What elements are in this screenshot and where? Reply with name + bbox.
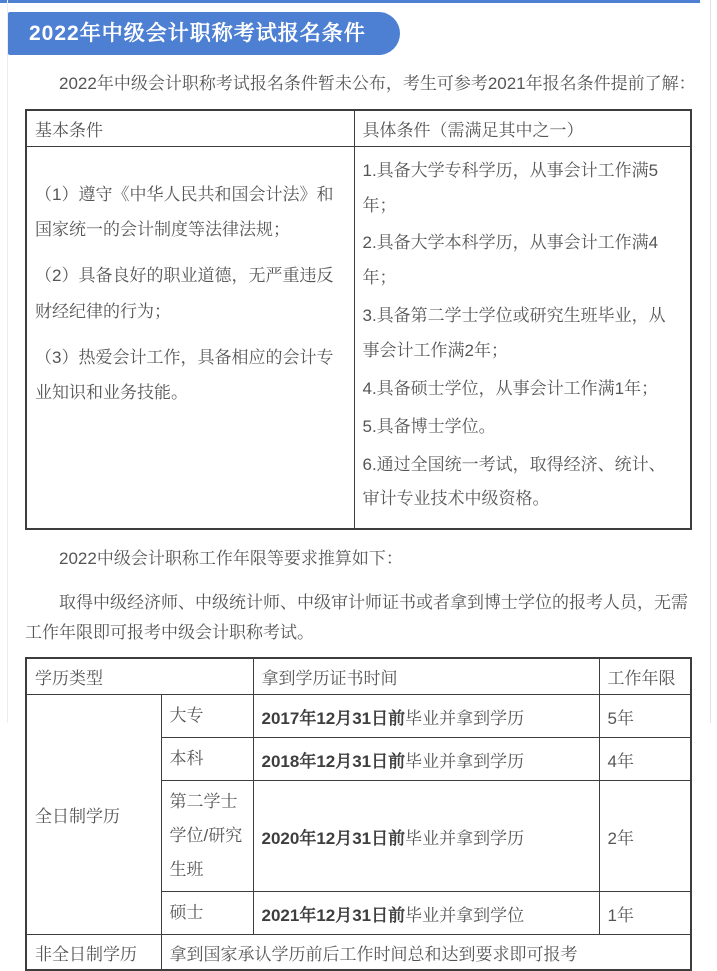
deadline-suffix: 毕业并拿到学历 xyxy=(405,828,525,848)
certificate-time-cell xyxy=(253,695,599,738)
work-years-cell: 4年 xyxy=(599,738,691,781)
certificate-time-cell xyxy=(253,781,599,892)
deadline-date: 2018年12月31日前 xyxy=(261,751,406,771)
deadline-date: 2017年12月31日前 xyxy=(261,708,406,728)
specific-condition-item: 1.具备大学专科学历，从事会计工作满5年； xyxy=(362,160,659,215)
deadline-date: 2021年12月31日前 xyxy=(261,905,406,925)
certificate-time-cell xyxy=(253,738,599,781)
page-title-banner: 2022年中级会计职称考试报名条件 xyxy=(8,12,400,55)
work-years-intro-paragraph: 2022中级会计职称工作年限等要求推算如下： xyxy=(59,549,403,569)
basic-condition-item: （1）遵守《中华人民共和国会计法》和国家统一的会计制度等法律法规； xyxy=(35,184,334,240)
work-years-cell: 5年 xyxy=(599,695,691,738)
deadline-suffix: 毕业并拿到学位 xyxy=(405,905,525,925)
education-subtype-cell: 大专 xyxy=(161,695,253,738)
table-row xyxy=(26,935,691,970)
specific-conditions-cell xyxy=(354,146,691,529)
education-subtype-cell: 本科 xyxy=(161,738,253,781)
conditions-table-header-row xyxy=(26,110,691,147)
table-row xyxy=(26,695,691,738)
parttime-education-cell: 非全日制学历 xyxy=(26,935,161,970)
specific-condition-item: 3.具备第二学士学位或研究生班毕业，从事会计工作满2年； xyxy=(362,306,666,360)
basic-conditions-cell xyxy=(26,146,354,529)
education-table-header-row xyxy=(26,658,691,695)
header-education-type: 学历类型 xyxy=(26,658,253,695)
deadline-date: 2020年12月31日前 xyxy=(261,828,406,848)
specific-condition-item: 2.具备大学本科学历，从事会计工作满4年； xyxy=(362,233,659,288)
specific-condition-item: 5.具备博士学位。 xyxy=(362,416,496,436)
parttime-requirement-cell: 拿到国家承认学历前后工作时间总和达到要求即可报考 xyxy=(161,935,691,970)
article-page xyxy=(7,0,711,964)
conditions-table-body-row xyxy=(26,146,691,529)
header-basic-conditions: 基本条件 xyxy=(26,110,354,147)
fulltime-education-cell: 全日制学历 xyxy=(26,695,161,935)
conditions-table xyxy=(25,109,692,530)
exemption-paragraph: 取得中级经济师、中级统计师、中级审计师证书或者拿到博士学位的报考人员，无需工作年限即可报考中级会计职称考试。 xyxy=(25,592,688,642)
education-subtype-cell: 硕士 xyxy=(161,892,253,935)
deadline-suffix: 毕业并拿到学历 xyxy=(405,708,525,728)
header-specific-conditions: 具体条件（需满足其中之一） xyxy=(354,110,691,147)
basic-condition-item: （3）热爱会计工作，具备相应的会计专业知识和业务技能。 xyxy=(35,347,334,403)
work-years-cell: 1年 xyxy=(599,892,691,935)
work-years-cell: 2年 xyxy=(599,781,691,892)
header-certificate-time: 拿到学历证书时间 xyxy=(253,658,599,695)
header-work-years: 工作年限 xyxy=(599,658,691,695)
deadline-suffix: 毕业并拿到学历 xyxy=(405,751,525,771)
specific-condition-item: 4.具备硕士学位，从事会计工作满1年； xyxy=(362,378,659,398)
education-subtype-cell: 第二学士学位/研究生班 xyxy=(161,781,253,892)
intro-paragraph: 2022年中级会计职称考试报名条件暂未公布，考生可参考2021年报名条件提前了解： xyxy=(59,74,696,93)
education-years-table xyxy=(25,657,692,971)
certificate-time-cell xyxy=(253,892,599,935)
article-content xyxy=(8,69,710,971)
basic-condition-item: （2）具备良好的职业道德，无严重违反财经纪律的行为； xyxy=(35,266,334,321)
specific-condition-item: 6.通过全国统一考试，取得经济、统计、审计专业技术中级资格。 xyxy=(362,454,666,509)
